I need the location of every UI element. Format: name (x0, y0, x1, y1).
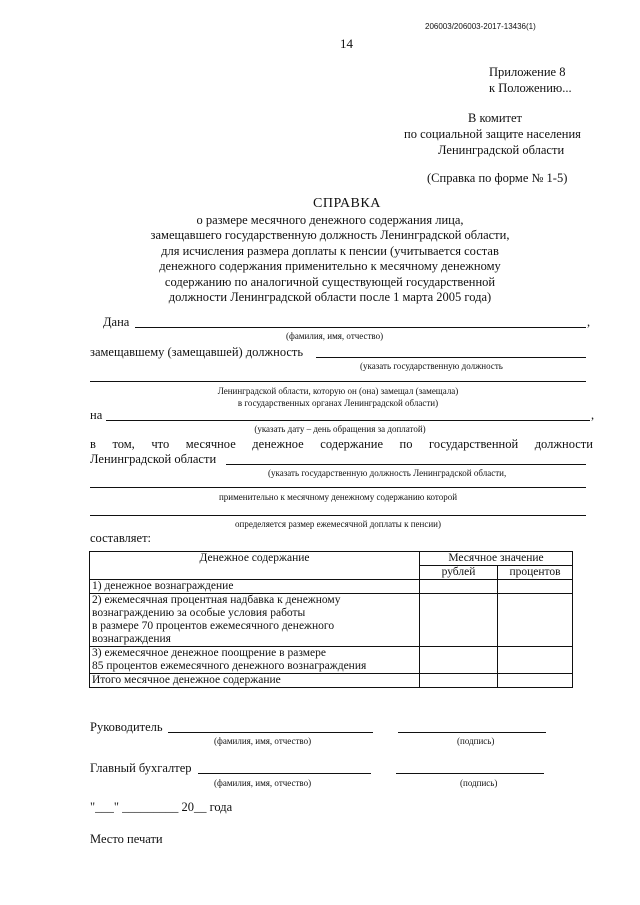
col-content-header: Денежное содержание (90, 552, 420, 580)
date-line (90, 800, 232, 815)
rub-cell[interactable] (420, 647, 498, 674)
position-fill-line[interactable] (316, 357, 586, 358)
row-label: Итого месячное денежное содержание (90, 674, 420, 688)
col-pct-header: процентов (498, 566, 573, 580)
col-rub-header: рублей (420, 566, 498, 580)
statement-line-2: Ленинградской области (90, 452, 217, 466)
determine-hint: определяется размер ежемесячной доплаты к пенсии) (235, 519, 441, 529)
head-sign-hint: (подпись) (457, 736, 495, 746)
document-subtitle (90, 213, 570, 305)
name-fill-line[interactable] (135, 327, 586, 328)
seal-place: Место печати (90, 832, 163, 846)
position-label: замещавшему (замещавшей) должность (90, 345, 304, 359)
on-label: на (90, 408, 103, 422)
form-reference: (Справка по форме № 1-5) (427, 171, 568, 185)
date-year: 20__ года (181, 800, 233, 814)
position-hint: (указать государственную должность (360, 361, 503, 371)
appendix-line-2: к Положению... (489, 81, 572, 95)
rub-cell[interactable] (420, 594, 498, 647)
subtitle-line: должности Ленинградской области после 1 марта 2005 года) (168, 290, 492, 305)
table-row (90, 594, 573, 647)
subtitle-line: денежного содержания применительно к месячному денежному (159, 259, 501, 274)
statement-word: в (90, 437, 96, 451)
date-hint: (указать дату – день обращения за доплатой) (254, 424, 426, 434)
statement-word: содержание (320, 437, 383, 451)
comma: , (587, 315, 591, 329)
accountant-name-hint: (фамилия, имя, отчество) (214, 778, 312, 788)
row-label: 1) денежное вознаграждение (90, 580, 420, 594)
head-label: Руководитель (90, 720, 163, 734)
date-quote-close: " (113, 800, 119, 814)
lo-position-fill-line-2[interactable] (90, 487, 586, 488)
date-month-blank[interactable]: _________ (122, 800, 179, 814)
row-label (90, 647, 420, 674)
lo-position-hint: (указать государственную должность Ленинградской области, (268, 468, 507, 478)
pct-cell[interactable] (498, 594, 573, 647)
row-label-line: вознаграждению за особые условия работы (92, 607, 306, 619)
statement-word: должности (534, 437, 593, 451)
name-hint: (фамилия, имя, отчество) (286, 331, 384, 341)
date-fill-line[interactable] (106, 420, 590, 421)
addressee-line-1: В комитет (468, 111, 522, 125)
statement-word: денежное (252, 437, 304, 451)
appendix-line-1: Приложение 8 (489, 65, 566, 79)
subtitle-line: содержанию по аналогичной существующей государственной (164, 274, 496, 289)
row-label-line: 2) ежемесячная процентная надбавка к денежному (92, 594, 341, 606)
table-header-row (90, 552, 573, 566)
document-id: 206003/206003-2017-13436(1) (425, 22, 536, 31)
lo-position-fill-line-3[interactable] (90, 515, 586, 516)
statement-word: государственной (429, 437, 519, 451)
row-label-line: вознаграждения (92, 633, 171, 645)
accountant-name-line[interactable] (198, 773, 371, 774)
head-sign-line[interactable] (398, 732, 546, 733)
lo-position-fill-line[interactable] (226, 464, 586, 465)
statement-word: месячное (185, 437, 236, 451)
date-quote-open: " (90, 800, 96, 814)
row-label-line: в размере 70 процентов ежемесячного денежного (92, 620, 335, 632)
position-fill-line-2[interactable] (90, 381, 586, 382)
rub-cell[interactable] (420, 580, 498, 594)
table-row (90, 580, 573, 594)
page-number: 14 (340, 36, 353, 51)
table-row-total (90, 674, 573, 688)
position-hint-2: Ленинградской области, которую он (она) замещал (замещала) (217, 386, 459, 396)
pct-cell[interactable] (498, 647, 573, 674)
comma: , (591, 408, 595, 422)
col-monthly-header: Месячное значение (420, 552, 573, 566)
given-label: Дана (103, 315, 130, 329)
accountant-sign-hint: (подпись) (460, 778, 498, 788)
row-label (90, 594, 420, 647)
salary-table (89, 551, 573, 688)
document-title: СПРАВКА (313, 196, 381, 211)
addressee-line-2: по социальной защите населения (404, 127, 581, 141)
head-name-hint: (фамилия, имя, отчество) (214, 736, 312, 746)
row-label-line: 85 процентов ежемесячного денежного вознаграждения (92, 660, 367, 672)
row-label-line: 3) ежемесячное денежное поощрение в размере (92, 647, 326, 659)
pct-cell[interactable] (498, 674, 573, 688)
pct-cell[interactable] (498, 580, 573, 594)
subtitle-line: о размере месячного денежного содержания лица, (196, 213, 464, 227)
apply-hint: применительно к месячному денежному содержанию которой (218, 492, 458, 502)
accountant-sign-line[interactable] (396, 773, 544, 774)
statement-line-1 (90, 437, 593, 452)
date-day-blank[interactable]: ___ (95, 800, 114, 814)
statement-word: том, (112, 437, 135, 451)
amounts-label: составляет: (90, 531, 152, 545)
table-row (90, 647, 573, 674)
accountant-label: Главный бухгалтер (90, 761, 192, 775)
statement-word: что (151, 437, 170, 451)
position-hint-3: в государственных органах Ленинградской области) (237, 398, 439, 408)
rub-cell[interactable] (420, 674, 498, 688)
head-name-line[interactable] (168, 732, 373, 733)
addressee-line-3: Ленинградской области (438, 143, 565, 157)
subtitle-line: для исчисления размера доплаты к пенсии (учитывается состав (161, 243, 499, 258)
statement-word: по (399, 437, 413, 451)
subtitle-line: замещавшего государственную должность Ленинградской области, (150, 228, 510, 243)
